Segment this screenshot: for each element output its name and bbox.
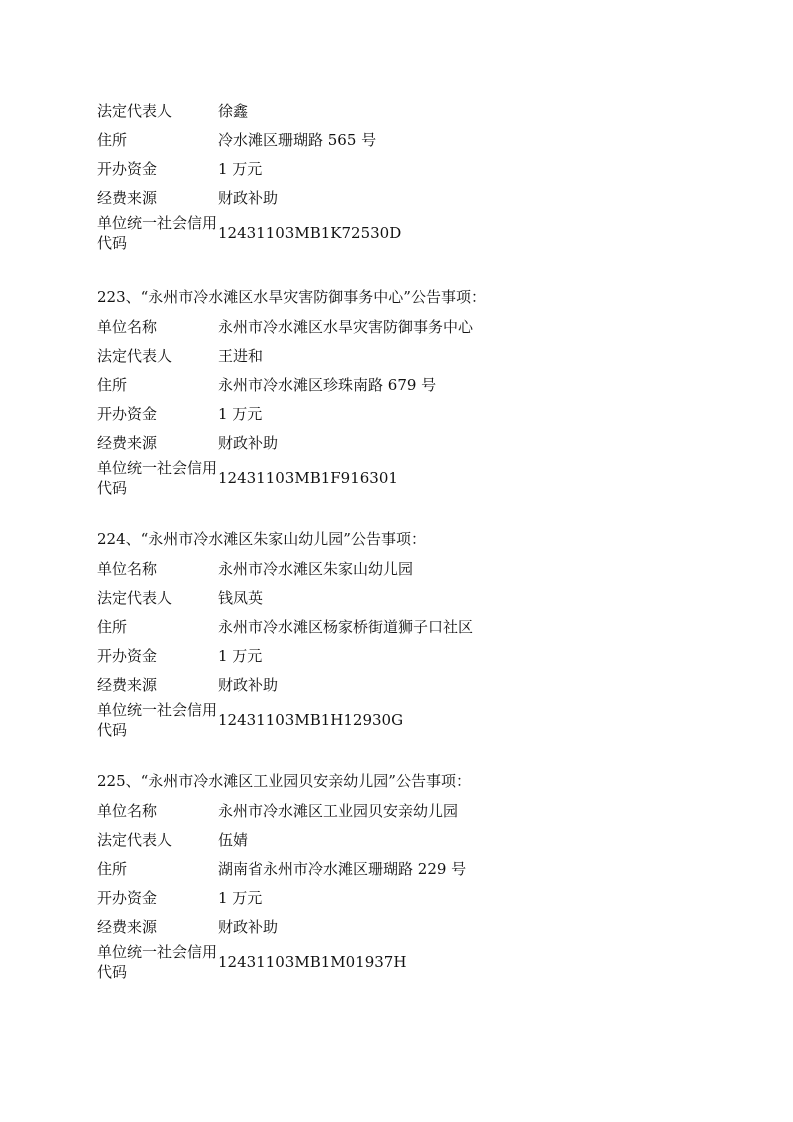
row-capital xyxy=(97,641,717,670)
row-legal-rep xyxy=(97,96,717,125)
field-label: 单位名称 xyxy=(97,559,158,578)
field-value: 永州市冷水滩区珍珠南路 679 号 xyxy=(218,375,437,394)
field-value: 1 万元 xyxy=(218,646,263,665)
field-value: 冷水滩区珊瑚路 565 号 xyxy=(218,130,377,149)
row-unit-name xyxy=(97,312,717,341)
field-label: 经费来源 xyxy=(97,433,158,452)
row-address xyxy=(97,612,717,641)
field-label: 住所 xyxy=(97,130,128,149)
row-capital xyxy=(97,883,717,912)
row-funding xyxy=(97,183,717,212)
record-block-222 xyxy=(97,96,717,254)
field-label: 单位统一社会信用代码 xyxy=(97,459,218,497)
record-block-224 xyxy=(97,524,717,741)
field-value: 财政补助 xyxy=(218,188,279,207)
field-value: 王进和 xyxy=(218,346,264,365)
field-value: 湖南省永州市冷水滩区珊瑚路 229 号 xyxy=(218,859,467,878)
field-value: 永州市冷水滩区朱家山幼儿园 xyxy=(218,559,414,578)
field-label: 经费来源 xyxy=(97,917,158,936)
field-value: 财政补助 xyxy=(218,433,279,452)
field-value: 1 万元 xyxy=(218,404,263,423)
row-funding xyxy=(97,670,717,699)
field-value: 徐鑫 xyxy=(218,101,249,120)
field-value: 财政补助 xyxy=(218,917,279,936)
field-value: 12431103MB1H12930G xyxy=(218,711,404,729)
field-value: 财政补助 xyxy=(218,675,279,694)
field-label: 经费来源 xyxy=(97,188,158,207)
field-value: 12431103MB1M01937H xyxy=(218,953,407,971)
record-block-223 xyxy=(97,282,717,499)
field-value: 12431103MB1K72530D xyxy=(218,224,402,242)
field-label: 开办资金 xyxy=(97,159,158,178)
field-label: 法定代表人 xyxy=(97,830,173,849)
field-label: 住所 xyxy=(97,859,128,878)
field-label: 法定代表人 xyxy=(97,346,173,365)
field-value: 12431103MB1F916301 xyxy=(218,469,398,487)
row-address xyxy=(97,370,717,399)
field-label: 单位名称 xyxy=(97,801,158,820)
row-unit-name xyxy=(97,796,717,825)
row-capital xyxy=(97,399,717,428)
field-label: 住所 xyxy=(97,617,128,636)
field-value: 永州市冷水滩区工业园贝安亲幼儿园 xyxy=(218,801,459,820)
record-block-225 xyxy=(97,766,717,983)
field-label: 单位名称 xyxy=(97,317,158,336)
field-label: 开办资金 xyxy=(97,888,158,907)
row-legal-rep xyxy=(97,583,717,612)
field-label: 住所 xyxy=(97,375,128,394)
record-heading: 223、“永州市冷水滩区水旱灾害防御事务中心”公告事项： xyxy=(97,288,486,306)
row-legal-rep xyxy=(97,341,717,370)
row-credit-code xyxy=(97,699,717,741)
field-label: 开办资金 xyxy=(97,404,158,423)
row-funding xyxy=(97,912,717,941)
field-value: 伍婧 xyxy=(218,830,249,849)
field-label: 法定代表人 xyxy=(97,101,173,120)
row-legal-rep xyxy=(97,825,717,854)
field-label: 单位统一社会信用代码 xyxy=(97,943,218,981)
row-credit-code xyxy=(97,941,717,983)
row-unit-name xyxy=(97,554,717,583)
record-heading: 225、“永州市冷水滩区工业园贝安亲幼儿园”公告事项： xyxy=(97,772,471,790)
field-label: 开办资金 xyxy=(97,646,158,665)
field-value: 1 万元 xyxy=(218,888,263,907)
field-value: 永州市冷水滩区水旱灾害防御事务中心 xyxy=(218,317,474,336)
row-address xyxy=(97,854,717,883)
row-credit-code xyxy=(97,212,717,254)
record-heading: 224、“永州市冷水滩区朱家山幼儿园”公告事项： xyxy=(97,530,426,548)
row-funding xyxy=(97,428,717,457)
row-address xyxy=(97,125,717,154)
field-value: 永州市冷水滩区杨家桥街道狮子口社区 xyxy=(218,617,474,636)
row-credit-code xyxy=(97,457,717,499)
field-label: 单位统一社会信用代码 xyxy=(97,701,218,739)
row-capital xyxy=(97,154,717,183)
field-label: 经费来源 xyxy=(97,675,158,694)
field-label: 单位统一社会信用代码 xyxy=(97,214,218,252)
field-value: 1 万元 xyxy=(218,159,263,178)
field-label: 法定代表人 xyxy=(97,588,173,607)
field-value: 钱凤英 xyxy=(218,588,264,607)
